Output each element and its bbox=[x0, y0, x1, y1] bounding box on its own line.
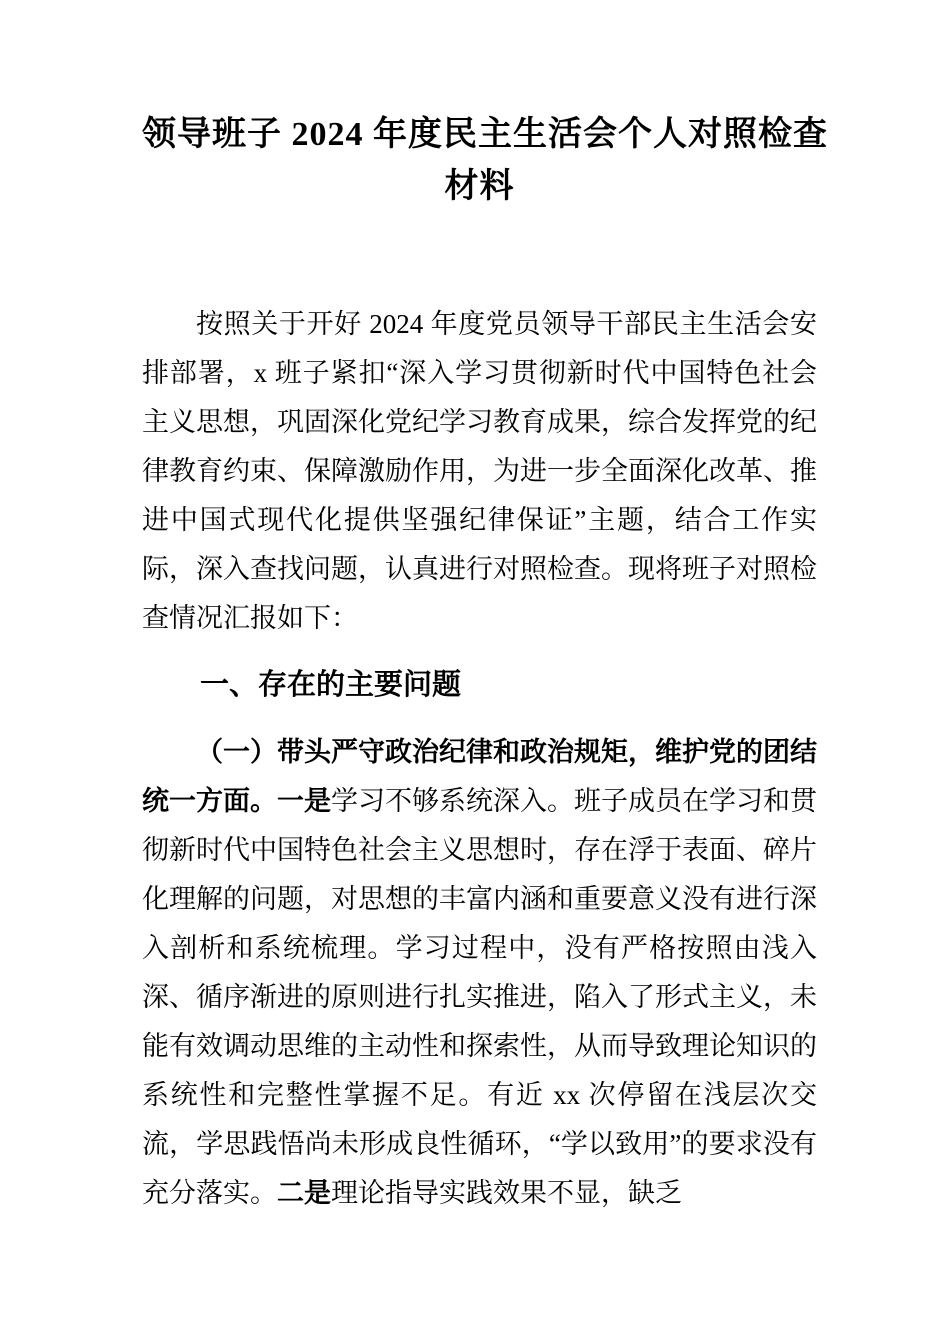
document-title-line-1: 领导班子 2024 年度民主生活会个人对照检查 bbox=[142, 116, 828, 153]
document-page bbox=[0, 109, 950, 1339]
section-one-paragraph bbox=[142, 728, 817, 1218]
section-heading-main-problems: 一、存在的主要问题 bbox=[200, 669, 462, 701]
document-title-line-2: 材料 bbox=[444, 168, 515, 205]
subsection-lead-bold-2: 二是 bbox=[277, 1178, 331, 1208]
subsection-lead-bold-1: （一）带头严守政治纪律和政治规矩，维护党的团结统一方面。一是 bbox=[142, 737, 817, 816]
document-title bbox=[142, 109, 828, 213]
intro-paragraph: 按照关于开好 2024 年度党员领导干部民主生活会安排部署，x 班子紧扣“深入学习贯彻新时代中国特色社会主义思想，巩固深化党纪学习教育成果，综合发挥党的纪律教育约束、保障激励作用，为进一步全面深化改革、推进中国式现代化提供坚强纪律保证”主题，结合工作实际，深入查找问题，认真进行对照检查。现将班子对照检查情况汇报如下： bbox=[142, 309, 817, 633]
subsection-body-text-2: 理论指导实践效果不显，缺乏 bbox=[331, 1178, 682, 1208]
subsection-body-text-1: 学习不够系统深入。班子成员在学习和贯彻新时代中国特色社会主义思想时，存在浮于表面、碎片化理解的问题，对思想的丰富内涵和重要意义没有进行深入剖析和系统梳理。学习过程中，没有严格按照由浅入深、循序渐进的原则进行扎实推进，陷入了形式主义，未能有效调动思维的主动性和探索性，从而导致理论知识的系统性和完整性掌握不足。有近 xx 次停留在浅层次交流，学思践悟尚未形成良性循环，“学以致用”的要求没有充分落实。 bbox=[142, 786, 817, 1208]
